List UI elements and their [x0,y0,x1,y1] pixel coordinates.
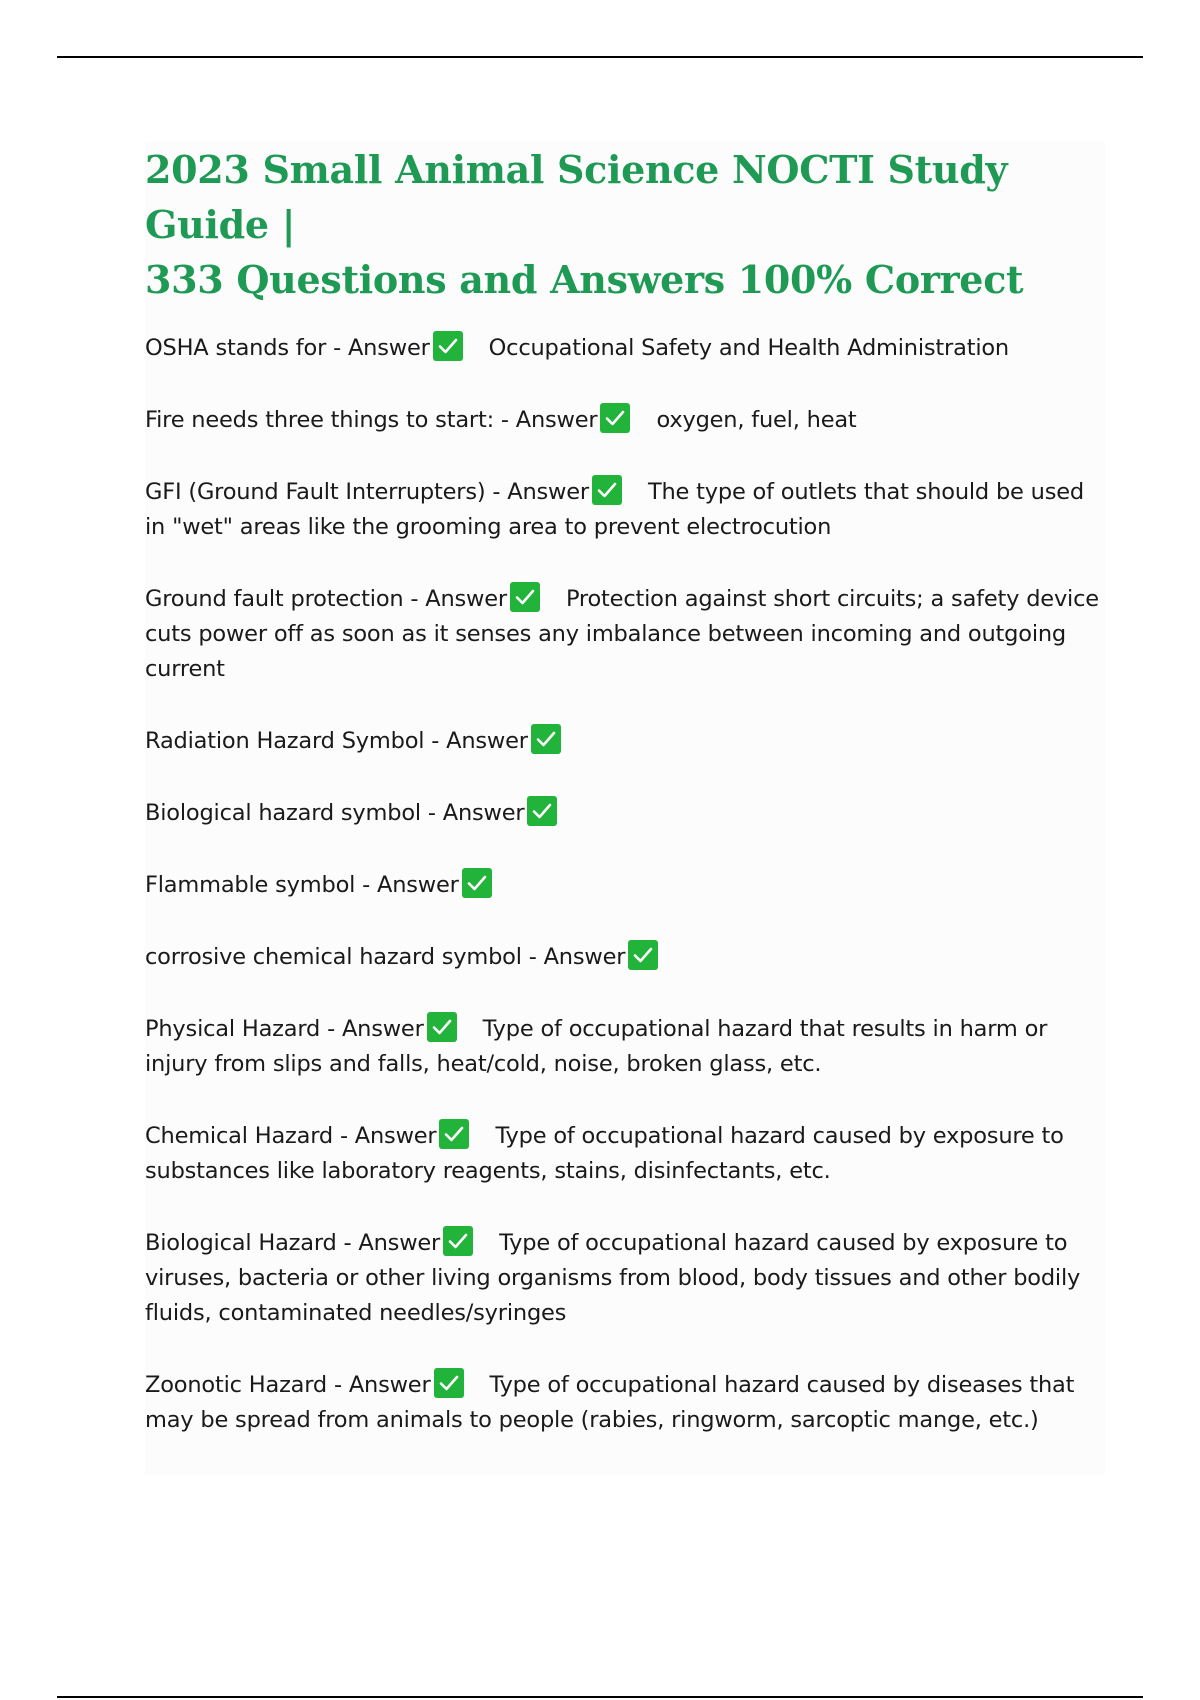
qa-question: Biological hazard symbol - Answer [145,800,525,826]
qa-answer: oxygen, fuel, heat [656,407,857,433]
qa-item [145,940,1105,975]
check-mark-icon [434,1368,464,1398]
qa-answer: The type of outlets that should be used in "wet" areas like the grooming area to prevent electrocution [145,479,1084,540]
check-mark-icon [462,868,492,898]
qa-item [145,868,1105,903]
page-title [145,142,1105,307]
qa-question: corrosive chemical hazard symbol - Answer [145,944,626,970]
qa-question: Chemical Hazard - Answer [145,1123,437,1149]
qa-question: Zoonotic Hazard - Answer [145,1372,431,1398]
qa-item [145,724,1105,759]
qa-item [145,582,1105,687]
title-line-1: 2023 Small Animal Science NOCTI Study Guide | [145,147,1008,247]
qa-item [145,796,1105,831]
qa-question: Biological Hazard - Answer [145,1230,441,1256]
top-rule [57,56,1143,58]
qa-question: Physical Hazard - Answer [145,1016,424,1042]
qa-question: OSHA stands for - Answer [145,335,430,361]
check-mark-icon [628,940,658,970]
check-mark-icon [443,1226,473,1256]
title-line-2: 333 Questions and Answers 100% Correct [145,257,1024,302]
check-mark-icon [527,796,557,826]
qa-answer: Protection against short circuits; a safety device cuts power off as soon as it senses any imbalance between incoming and outgoing current [145,586,1099,682]
check-mark-icon [510,582,540,612]
qa-answer: Occupational Safety and Health Administration [488,335,1009,361]
qa-item [145,1119,1105,1189]
check-mark-icon [433,331,463,361]
qa-question: GFI (Ground Fault Interrupters) - Answer [145,479,589,505]
qa-item [145,1226,1105,1331]
qa-answer: Type of occupational hazard that results in harm or injury from slips and falls, heat/cold, noise, broken glass, etc. [145,1016,1048,1077]
check-mark-icon [600,403,630,433]
bottom-rule [57,1696,1143,1698]
qa-question: Radiation Hazard Symbol - Answer [145,728,528,754]
qa-item [145,475,1105,545]
qa-item [145,1368,1105,1438]
check-mark-icon [439,1119,469,1149]
qa-list [145,331,1105,1438]
qa-question: Ground fault protection - Answer [145,586,507,612]
check-mark-icon [427,1012,457,1042]
qa-item [145,403,1105,438]
check-mark-icon [592,475,622,505]
qa-question: Fire needs three things to start: - Answer [145,407,598,433]
content-area [145,142,1105,1475]
qa-answer: Type of occupational hazard caused by exposure to viruses, bacteria or other living organisms from blood, body tissues and other bodily fluids, contaminated needles/syringes [145,1230,1081,1326]
qa-question: Flammable symbol - Answer [145,872,459,898]
check-mark-icon [531,724,561,754]
qa-item [145,331,1105,366]
qa-item [145,1012,1105,1082]
qa-answer: Type of occupational hazard caused by diseases that may be spread from animals to people (rabies, ringworm, sarcoptic mange, etc.) [145,1372,1075,1433]
qa-answer: Type of occupational hazard caused by exposure to substances like laboratory reagents, stains, disinfectants, etc. [145,1123,1064,1184]
